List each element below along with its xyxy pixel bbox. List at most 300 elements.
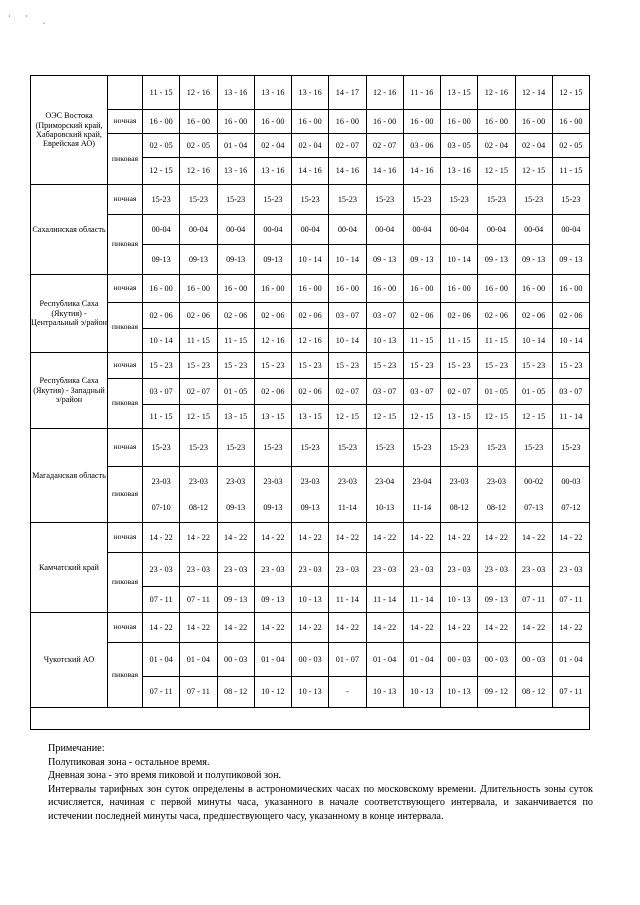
interval-cell: 16 - 00 (515, 275, 552, 303)
interval-cell: 03 - 07 (552, 379, 589, 405)
interval-value: 23-03 (263, 476, 283, 486)
interval-cell: 13 - 16 (254, 158, 291, 185)
interval-cell: 15-23 (180, 429, 217, 467)
interval-cell: 15 - 23 (515, 353, 552, 379)
interval-cell: 11 - 14 (329, 587, 366, 613)
interval-value: 23-04 (375, 476, 395, 486)
interval-cell: 02 - 07 (329, 134, 366, 158)
interval-cell: 15 - 23 (329, 353, 366, 379)
interval-cell: 09 - 13 (478, 245, 515, 275)
interval-cell: 10 - 14 (292, 245, 329, 275)
interval-cell: 15 - 23 (478, 353, 515, 379)
interval-cell: - (329, 677, 366, 708)
interval-cell: 12 - 15 (478, 158, 515, 185)
interval-cell: 14 - 22 (217, 523, 254, 553)
zone-type: пиковая (108, 303, 143, 353)
interval-cell: 15-23 (217, 185, 254, 215)
interval-cell: 11 - 16 (403, 76, 440, 110)
interval-cell (329, 467, 366, 523)
zone-type: пиковая (108, 643, 143, 708)
interval-cell: 11 - 15 (143, 405, 180, 429)
interval-cell: 02 - 06 (292, 303, 329, 329)
interval-cell: 16 - 00 (478, 110, 515, 134)
interval-cell: 10 - 14 (329, 245, 366, 275)
interval-cell: 16 - 00 (254, 110, 291, 134)
interval-cell: 23 - 03 (441, 553, 478, 587)
interval-cell: 15-23 (515, 185, 552, 215)
interval-value: 23-03 (337, 476, 357, 486)
interval-cell: 01 - 04 (366, 643, 403, 677)
table-row (31, 215, 590, 245)
interval-cell: 14 - 22 (217, 613, 254, 643)
interval-cell: 15-23 (143, 429, 180, 467)
interval-cell: 00-04 (180, 215, 217, 245)
interval-cell: 07 - 11 (143, 677, 180, 708)
table-row (31, 467, 590, 523)
interval-cell: 00-04 (329, 215, 366, 245)
interval-cell: 07 - 11 (143, 587, 180, 613)
interval-cell: 15-23 (329, 429, 366, 467)
interval-cell: 16 - 00 (329, 275, 366, 303)
interval-cell: 14 - 16 (366, 158, 403, 185)
interval-cell: 00-04 (403, 215, 440, 245)
interval-cell: 02 - 06 (143, 303, 180, 329)
zone-type: пиковая (108, 134, 143, 185)
table-row (31, 613, 590, 643)
interval-cell: 15 - 23 (441, 353, 478, 379)
interval-cell: 16 - 00 (217, 110, 254, 134)
interval-cell (180, 467, 217, 523)
interval-cell: 00-04 (478, 215, 515, 245)
interval-cell: 02 - 04 (254, 134, 291, 158)
interval-cell: 15-23 (441, 429, 478, 467)
interval-cell (143, 467, 180, 523)
interval-cell: 11 - 15 (143, 76, 180, 110)
interval-cell: 02 - 07 (366, 134, 403, 158)
interval-cell: 09 - 13 (478, 587, 515, 613)
notes-section (48, 742, 593, 823)
interval-cell: 00 - 03 (441, 643, 478, 677)
interval-cell: 00-04 (143, 215, 180, 245)
interval-cell: 03 - 06 (403, 134, 440, 158)
interval-cell: 03 - 07 (403, 379, 440, 405)
interval-cell: 02 - 04 (478, 134, 515, 158)
interval-cell: 02 - 07 (329, 379, 366, 405)
interval-cell: 13 - 16 (217, 158, 254, 185)
interval-cell: 13 - 16 (441, 158, 478, 185)
zone-type: пиковая (108, 467, 143, 523)
interval-cell: 02 - 04 (515, 134, 552, 158)
notes-heading: Примечание: (48, 743, 105, 754)
interval-cell: 15-23 (143, 185, 180, 215)
interval-cell: 02 - 05 (180, 134, 217, 158)
interval-cell: 16 - 00 (292, 110, 329, 134)
interval-cell: 23 - 03 (217, 553, 254, 587)
interval-cell: 03 - 07 (329, 303, 366, 329)
interval-cell: 10 - 14 (441, 245, 478, 275)
interval-cell: 10 - 13 (441, 587, 478, 613)
interval-cell: 16 - 00 (180, 275, 217, 303)
interval-cell: 23 - 03 (254, 553, 291, 587)
table-row (31, 185, 590, 215)
interval-cell: 16 - 00 (143, 110, 180, 134)
interval-cell: 15-23 (254, 185, 291, 215)
interval-cell (403, 467, 440, 523)
interval-cell: 03 - 05 (441, 134, 478, 158)
interval-cell: 01 - 07 (329, 643, 366, 677)
interval-cell: 15-23 (292, 185, 329, 215)
interval-cell: 23 - 03 (403, 553, 440, 587)
interval-cell: 15 - 23 (292, 353, 329, 379)
interval-cell: 00-04 (254, 215, 291, 245)
interval-cell: 14 - 22 (403, 613, 440, 643)
interval-cell: 00-04 (515, 215, 552, 245)
interval-cell: 00-04 (292, 215, 329, 245)
table-row (31, 303, 590, 329)
interval-cell: 09 - 13 (366, 245, 403, 275)
interval-cell: 23 - 03 (143, 553, 180, 587)
interval-value: 23-03 (449, 476, 469, 486)
table-empty-row (31, 708, 590, 730)
interval-cell: 00-04 (552, 215, 589, 245)
interval-cell: 15 - 23 (403, 353, 440, 379)
interval-cell: 00 - 03 (292, 643, 329, 677)
interval-cell (478, 467, 515, 523)
interval-value: 23-03 (151, 476, 171, 486)
interval-cell: 14 - 22 (478, 523, 515, 553)
interval-cell: 12 - 16 (292, 329, 329, 353)
interval-cell: 09-13 (217, 245, 254, 275)
interval-cell: 16 - 00 (441, 275, 478, 303)
interval-cell: 01 - 05 (515, 379, 552, 405)
interval-cell: 10 - 13 (403, 677, 440, 708)
interval-value: 00-02 (524, 476, 544, 486)
table-row (31, 353, 590, 379)
interval-value: 09-13 (263, 502, 283, 512)
region-name: Республика Саха (Якутия) - Западный э/район (31, 353, 108, 429)
interval-cell: 14 - 22 (403, 523, 440, 553)
interval-cell: 15-23 (180, 185, 217, 215)
interval-cell: 13 - 15 (292, 405, 329, 429)
interval-cell: 16 - 00 (366, 110, 403, 134)
interval-cell: 01 - 04 (180, 643, 217, 677)
interval-cell: 16 - 00 (403, 275, 440, 303)
interval-cell: 11 - 15 (478, 329, 515, 353)
interval-cell: 02 - 06 (217, 303, 254, 329)
interval-cell: 00-04 (217, 215, 254, 245)
interval-cell: 14 - 16 (403, 158, 440, 185)
interval-cell: 14 - 22 (441, 523, 478, 553)
interval-cell: 10 - 14 (143, 329, 180, 353)
interval-value: 07-10 (151, 502, 171, 512)
interval-cell: 11 - 15 (552, 158, 589, 185)
interval-value: 08-12 (188, 502, 208, 512)
interval-value: 09-13 (226, 502, 246, 512)
interval-cell: 15-23 (552, 185, 589, 215)
interval-cell (217, 467, 254, 523)
interval-cell: 11 - 15 (403, 329, 440, 353)
interval-cell: 14 - 22 (441, 613, 478, 643)
interval-cell: 12 - 15 (403, 405, 440, 429)
interval-cell: 16 - 00 (254, 275, 291, 303)
interval-cell: 15-23 (403, 429, 440, 467)
interval-cell: 14 - 22 (552, 613, 589, 643)
interval-value: 07-12 (561, 502, 581, 512)
interval-cell: 23 - 03 (552, 553, 589, 587)
interval-cell: 16 - 00 (552, 275, 589, 303)
interval-cell: 16 - 00 (292, 275, 329, 303)
empty-cell (31, 708, 590, 730)
interval-cell: 14 - 22 (292, 523, 329, 553)
interval-cell: 14 - 22 (254, 523, 291, 553)
interval-cell (254, 467, 291, 523)
zone-type: ночная (108, 613, 143, 643)
interval-cell: 12 - 15 (329, 405, 366, 429)
interval-cell: 10 - 13 (366, 677, 403, 708)
interval-cell: 16 - 00 (180, 110, 217, 134)
zone-type: пиковая (108, 553, 143, 613)
interval-cell: 09 - 13 (515, 245, 552, 275)
interval-value: 11-14 (412, 502, 432, 512)
zone-type: ночная (108, 429, 143, 467)
interval-cell: 14 - 16 (292, 158, 329, 185)
interval-value: 08-12 (486, 502, 506, 512)
interval-cell: 13 - 15 (254, 405, 291, 429)
zone-type: ночная (108, 275, 143, 303)
interval-cell: 10 - 12 (254, 677, 291, 708)
interval-value: 10-13 (375, 502, 395, 512)
interval-cell: 15 - 23 (254, 353, 291, 379)
interval-cell: 15-23 (478, 429, 515, 467)
interval-cell: 16 - 00 (552, 110, 589, 134)
interval-cell: 15-23 (552, 429, 589, 467)
interval-cell (515, 467, 552, 523)
region-name: Магаданская область (31, 429, 108, 523)
interval-cell: 15 - 23 (217, 353, 254, 379)
interval-cell: 07 - 11 (180, 677, 217, 708)
interval-cell: 16 - 00 (403, 110, 440, 134)
table-row (31, 523, 590, 553)
zone-type: ночная (108, 185, 143, 215)
interval-cell: 12 - 15 (366, 405, 403, 429)
interval-cell: 12 - 15 (515, 158, 552, 185)
interval-cell: 02 - 04 (292, 134, 329, 158)
interval-cell: 14 - 22 (329, 523, 366, 553)
interval-value: 08-12 (449, 502, 469, 512)
scan-corner-marks: ˙ ˙ ˌ (8, 14, 52, 24)
table-row (31, 429, 590, 467)
interval-cell: 02 - 06 (552, 303, 589, 329)
interval-cell: 14 - 22 (515, 613, 552, 643)
interval-cell: 00 - 03 (217, 643, 254, 677)
zone-type: ночная (108, 523, 143, 553)
interval-cell: 15-23 (366, 429, 403, 467)
interval-cell: 07 - 11 (552, 587, 589, 613)
interval-cell: 14 - 22 (366, 523, 403, 553)
region-name: Республика Саха (Якутия) - Центральный э/район (31, 275, 108, 353)
interval-cell: 12 - 16 (180, 158, 217, 185)
interval-cell: 14 - 22 (180, 523, 217, 553)
interval-cell: 12 - 16 (478, 76, 515, 110)
interval-cell: 12 - 15 (143, 158, 180, 185)
interval-value: 11-14 (337, 502, 357, 512)
interval-cell: 02 - 06 (515, 303, 552, 329)
interval-cell: 09-13 (143, 245, 180, 275)
interval-cell: 02 - 05 (552, 134, 589, 158)
interval-value: 23-04 (412, 476, 432, 486)
zone-type: ночная (108, 110, 143, 134)
interval-cell: 15 - 23 (366, 353, 403, 379)
region-name: Сахалинская область (31, 185, 108, 275)
interval-cell: 23 - 03 (515, 553, 552, 587)
region-name: Камчатский край (31, 523, 108, 613)
interval-value: 23-03 (188, 476, 208, 486)
table-row (31, 643, 590, 677)
interval-cell (441, 467, 478, 523)
interval-cell: 15-23 (217, 429, 254, 467)
interval-cell: 23 - 03 (180, 553, 217, 587)
interval-cell (292, 467, 329, 523)
interval-cell: 03 - 07 (143, 379, 180, 405)
interval-cell: 13 - 16 (292, 76, 329, 110)
interval-cell: 10 - 13 (366, 329, 403, 353)
interval-cell: 00-04 (441, 215, 478, 245)
interval-cell: 12 - 15 (180, 405, 217, 429)
interval-cell: 15 - 23 (143, 353, 180, 379)
interval-cell: 02 - 07 (180, 379, 217, 405)
interval-value: 00-03 (561, 476, 581, 486)
interval-cell: 14 - 22 (292, 613, 329, 643)
interval-cell: 14 - 22 (254, 613, 291, 643)
interval-cell: 03 - 07 (366, 303, 403, 329)
interval-cell: 14 - 22 (329, 613, 366, 643)
interval-cell: 09-13 (180, 245, 217, 275)
interval-cell: 08 - 12 (515, 677, 552, 708)
interval-cell: 14 - 22 (478, 613, 515, 643)
interval-cell: 16 - 00 (515, 110, 552, 134)
interval-cell: 02 - 06 (478, 303, 515, 329)
interval-cell: 10 - 14 (552, 329, 589, 353)
interval-cell: 13 - 15 (441, 405, 478, 429)
interval-cell: 14 - 22 (515, 523, 552, 553)
interval-cell: 08 - 12 (217, 677, 254, 708)
table-row (31, 134, 590, 158)
interval-cell (552, 467, 589, 523)
interval-cell: 23 - 03 (478, 553, 515, 587)
interval-cell: 15-23 (254, 429, 291, 467)
interval-cell: 07 - 11 (180, 587, 217, 613)
interval-cell: 10 - 13 (292, 677, 329, 708)
interval-cell: 07 - 11 (515, 587, 552, 613)
interval-cell: 07 - 11 (552, 677, 589, 708)
interval-cell: 03 - 07 (366, 379, 403, 405)
region-name: Чукотский АО (31, 613, 108, 708)
note-half-peak: Полупиковая зона - остальное время. (48, 756, 210, 768)
note-day-zone: Дневная зона - это время пиковой и полупиковой зон. (48, 770, 282, 781)
interval-cell: 12 - 15 (478, 405, 515, 429)
interval-cell: 13 - 15 (217, 405, 254, 429)
interval-cell: 15 - 23 (180, 353, 217, 379)
interval-cell: 13 - 16 (254, 76, 291, 110)
interval-cell: 10 - 14 (329, 329, 366, 353)
interval-value: 07-13 (524, 502, 544, 512)
interval-cell: 09 - 12 (478, 677, 515, 708)
interval-cell: 12 - 16 (254, 329, 291, 353)
interval-cell: 09 - 13 (552, 245, 589, 275)
zone-type (108, 76, 143, 110)
interval-cell: 00 - 03 (478, 643, 515, 677)
interval-cell: 00-04 (366, 215, 403, 245)
interval-cell: 16 - 00 (329, 110, 366, 134)
interval-cell: 01 - 05 (478, 379, 515, 405)
interval-cell: 16 - 00 (217, 275, 254, 303)
interval-cell: 01 - 04 (143, 643, 180, 677)
interval-cell: 11 - 15 (217, 329, 254, 353)
table-row (31, 110, 590, 134)
interval-cell: 15-23 (478, 185, 515, 215)
table-row (31, 379, 590, 405)
interval-cell: 09 - 13 (254, 587, 291, 613)
interval-cell: 16 - 00 (478, 275, 515, 303)
interval-cell: 13 - 15 (441, 76, 478, 110)
interval-cell: 16 - 00 (441, 110, 478, 134)
region-name: ОЭС Востока (Приморский край, Хабаровский край, Еврейская АО) (31, 76, 108, 185)
interval-cell: 10 - 13 (441, 677, 478, 708)
interval-value: 23-03 (300, 476, 320, 486)
interval-cell: 15-23 (441, 185, 478, 215)
note-intervals: Интервалы тарифных зон суток определены в астрономических часах по московскому времени. Длительность зоны суток исчисляется, начиная с первой минуты часа, указанного в начале соответствующего интервала, и заканчивается по истечении последней минуты часа, предшествующего часу, указанному в конце интервала. (48, 783, 593, 822)
interval-cell: 16 - 00 (366, 275, 403, 303)
zone-type: пиковая (108, 379, 143, 429)
interval-cell: 14 - 22 (180, 613, 217, 643)
table-row (31, 553, 590, 587)
interval-cell: 14 - 22 (552, 523, 589, 553)
interval-cell: 16 - 00 (143, 275, 180, 303)
zone-type: ночная (108, 353, 143, 379)
interval-cell: 12 - 15 (515, 405, 552, 429)
interval-cell: 09 - 13 (403, 245, 440, 275)
interval-cell: 15-23 (329, 185, 366, 215)
interval-cell: 23 - 03 (329, 553, 366, 587)
interval-cell: 15-23 (292, 429, 329, 467)
interval-value: 23-03 (226, 476, 246, 486)
interval-cell: 09-13 (254, 245, 291, 275)
interval-cell: 02 - 06 (254, 303, 291, 329)
interval-cell: 23 - 03 (292, 553, 329, 587)
interval-cell: 01 - 05 (217, 379, 254, 405)
interval-cell: 02 - 06 (292, 379, 329, 405)
interval-cell: 14 - 22 (366, 613, 403, 643)
interval-cell: 01 - 04 (254, 643, 291, 677)
tariff-zones-table (30, 75, 590, 730)
interval-cell: 12 - 15 (552, 76, 589, 110)
interval-cell: 13 - 16 (217, 76, 254, 110)
table-row (31, 275, 590, 303)
zone-type: пиковая (108, 215, 143, 275)
interval-cell: 14 - 17 (329, 76, 366, 110)
interval-cell: 14 - 22 (143, 613, 180, 643)
interval-cell: 02 - 06 (254, 379, 291, 405)
interval-cell: 02 - 06 (441, 303, 478, 329)
interval-cell: 23 - 03 (366, 553, 403, 587)
interval-cell: 14 - 16 (329, 158, 366, 185)
interval-value: 23-03 (486, 476, 506, 486)
interval-cell: 02 - 06 (403, 303, 440, 329)
interval-cell: 01 - 04 (552, 643, 589, 677)
interval-cell: 11 - 15 (180, 329, 217, 353)
interval-cell: 15-23 (403, 185, 440, 215)
interval-cell: 15-23 (515, 429, 552, 467)
